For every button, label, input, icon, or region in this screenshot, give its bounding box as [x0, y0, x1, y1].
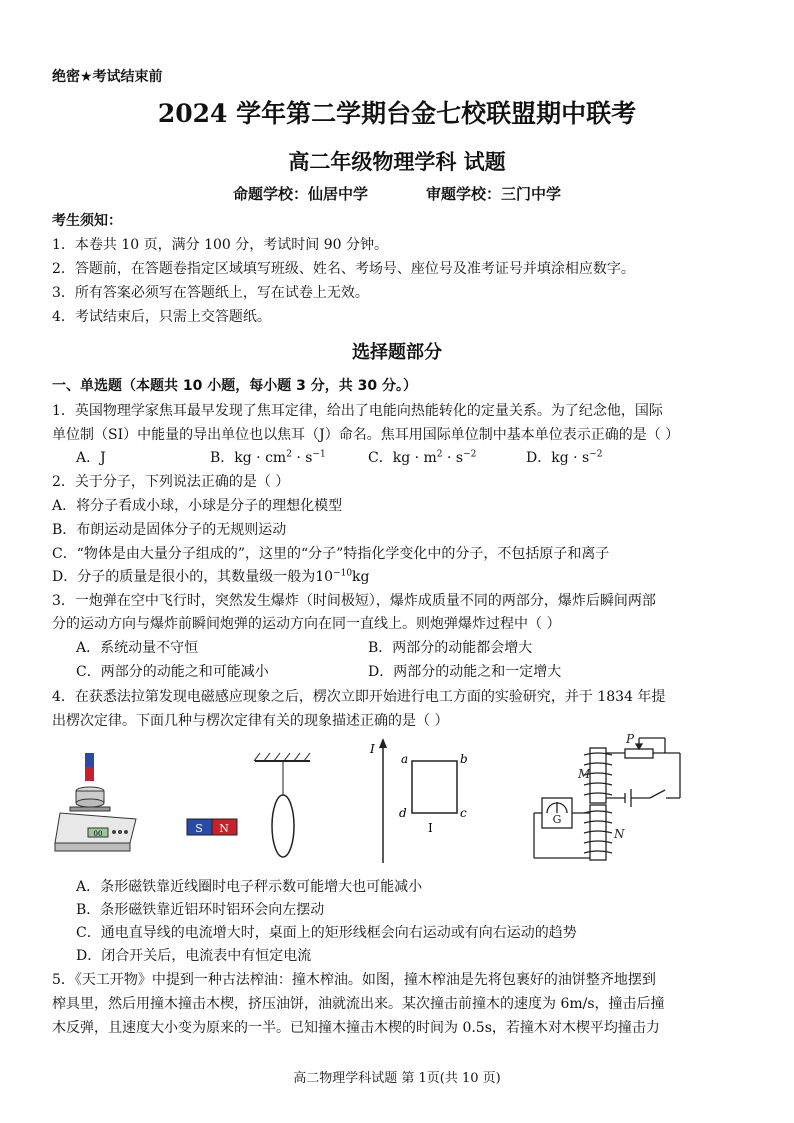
figure-magnet-ring	[187, 753, 310, 857]
exam-title: 2024 学年第二学期台金七校联盟期中联考	[157, 99, 637, 128]
q5-stem: 木反弹，且速度大小变为原来的一半。已知撞木撞击木楔的时间为 0.5s，若撞木对木楔平均撞击力	[52, 1020, 660, 1036]
q1-stem: 单位制（SI）中能量的导出单位也以焦耳（J）命名。焦耳用国际单位制中基本单位表示正确的是（ ）	[52, 427, 680, 443]
q2-option-a: A．将分子看成小球，小球是分子的理想化模型	[52, 498, 343, 514]
confidential-label: 绝密★考试结束前	[52, 69, 163, 85]
loop-label: I	[428, 821, 433, 835]
q4-stem: 出楞次定律。下面几种与楞次定律有关的现象描述正确的是（ ）	[52, 713, 449, 729]
q1-stem: 1．英国物理学家焦耳最早发现了焦耳定律，给出了电能向热能转化的定量关系。为了纪念他，国际	[52, 403, 663, 419]
notice-item: 1．本卷共 10 页，满分 100 分，考试时间 90 分钟。	[52, 237, 388, 253]
q3-option-a: A．系统动量不守恒	[76, 640, 199, 656]
q2-option-d: D．分子的质量是很小的，其数量级一般为$10^{-10}kg$	[52, 568, 370, 585]
part-heading: 一、单选题（本题共 10 小题，每小题 3 分，共 30 分。）	[52, 378, 417, 394]
vertex-a: a	[401, 752, 409, 766]
rheostat-p-label: P	[626, 733, 635, 746]
figure-wire-loop	[369, 738, 468, 863]
notice-item: 2．答题前，在答题卷指定区域填写班级、姓名、考场号、座位号及准考证号并填涂相应数字。	[52, 261, 635, 277]
q2-option-c: C．“物体是由大量分子组成的”，这里的“分子”特指化学变化中的分子，不包括原子和离子	[52, 546, 610, 562]
vertex-b: b	[460, 752, 468, 766]
q4-figures	[50, 733, 750, 863]
coil-m-label: M	[578, 767, 591, 781]
q3-option-d: D．两部分的动能之和一定增大	[368, 664, 562, 680]
figure-electronic-scale	[55, 753, 136, 851]
q4-option-c: C．通电直导线的电流增大时，桌面上的矩形线框会向右运动或有向右运动的趋势	[76, 925, 577, 941]
magnet-s-label: S	[195, 822, 203, 835]
figure-circuit	[534, 733, 680, 860]
q2-stem: 2．关于分子，下列说法正确的是（ ）	[52, 474, 290, 490]
q1-option-d: D．kg · $s^{-2}$	[526, 449, 603, 466]
notice-heading: 考生须知：	[52, 213, 122, 229]
page-footer: 高二物理学科试题 第 1页(共 10 页)	[293, 1071, 501, 1086]
scale-reading: 00	[93, 830, 103, 838]
vertex-d: d	[399, 806, 407, 820]
coil-n-label: N	[614, 827, 625, 841]
q4-option-d: D．闭合开关后，电流表中有恒定电流	[76, 948, 312, 964]
q4-stem: 4．在获悉法拉第发现电磁感应现象之后，楞次立即开始进行电工方面的实验研究，并于 1834 年提	[52, 689, 666, 705]
q1-option-b: B．kg · $cm^2 \cdot s^{-1}$	[210, 449, 326, 466]
section-title: 选择题部分	[352, 342, 442, 363]
exam-subtitle: 高二年级物理学科 试题	[288, 150, 506, 174]
galvanometer-label: G	[552, 813, 562, 826]
q3-option-c: C．两部分的动能之和可能减小	[76, 664, 269, 680]
magnet-n-label: N	[219, 822, 229, 835]
q3-stem: 3．一炮弹在空中飞行时，突然发生爆炸（时间极短），爆炸成质量不同的两部分，爆炸后瞬间两部	[52, 593, 656, 609]
q4-option-a: A．条形磁铁靠近线圈时电子秤示数可能增大也可能减小	[76, 879, 423, 895]
q1-option-a: A．J	[76, 450, 106, 466]
q3-stem: 分的运动方向与爆炸前瞬间炮弹的运动方向在同一直线上。则炮弹爆炸过程中（ ）	[52, 616, 561, 632]
q5-stem: 榨具里，然后用撞木撞击木楔，挤压油饼，油就流出来。某次撞击前撞木的速度为 6m/s，撞击后撞	[52, 996, 665, 1012]
vertex-c: c	[460, 806, 467, 820]
reviewer-school: 审题学校：三门中学	[426, 185, 562, 203]
q1-option-c: C．kg · $m^2 \cdot s^{-2}$	[368, 449, 477, 466]
notice-item: 3．所有答案必须写在答题纸上，写在试卷上无效。	[52, 285, 369, 301]
q4-option-b: B．条形磁铁靠近铝环时铝环会向左摆动	[76, 902, 325, 918]
q2-option-b: B．布朗运动是固体分子的无规则运动	[52, 522, 287, 538]
school-info	[0, 183, 794, 204]
setter-school: 命题学校：仙居中学	[232, 185, 368, 203]
q5-stem: 5．《天工开物》中提到一种古法榨油：撞木榨油。如图，撞木榨油是先将包裹好的油饼整齐地摆到	[52, 972, 656, 988]
q3-option-b: B．两部分的动能都会增大	[368, 640, 533, 656]
notice-item: 4．考试结束后，只需上交答题纸。	[52, 309, 271, 325]
current-label: I	[370, 742, 375, 756]
